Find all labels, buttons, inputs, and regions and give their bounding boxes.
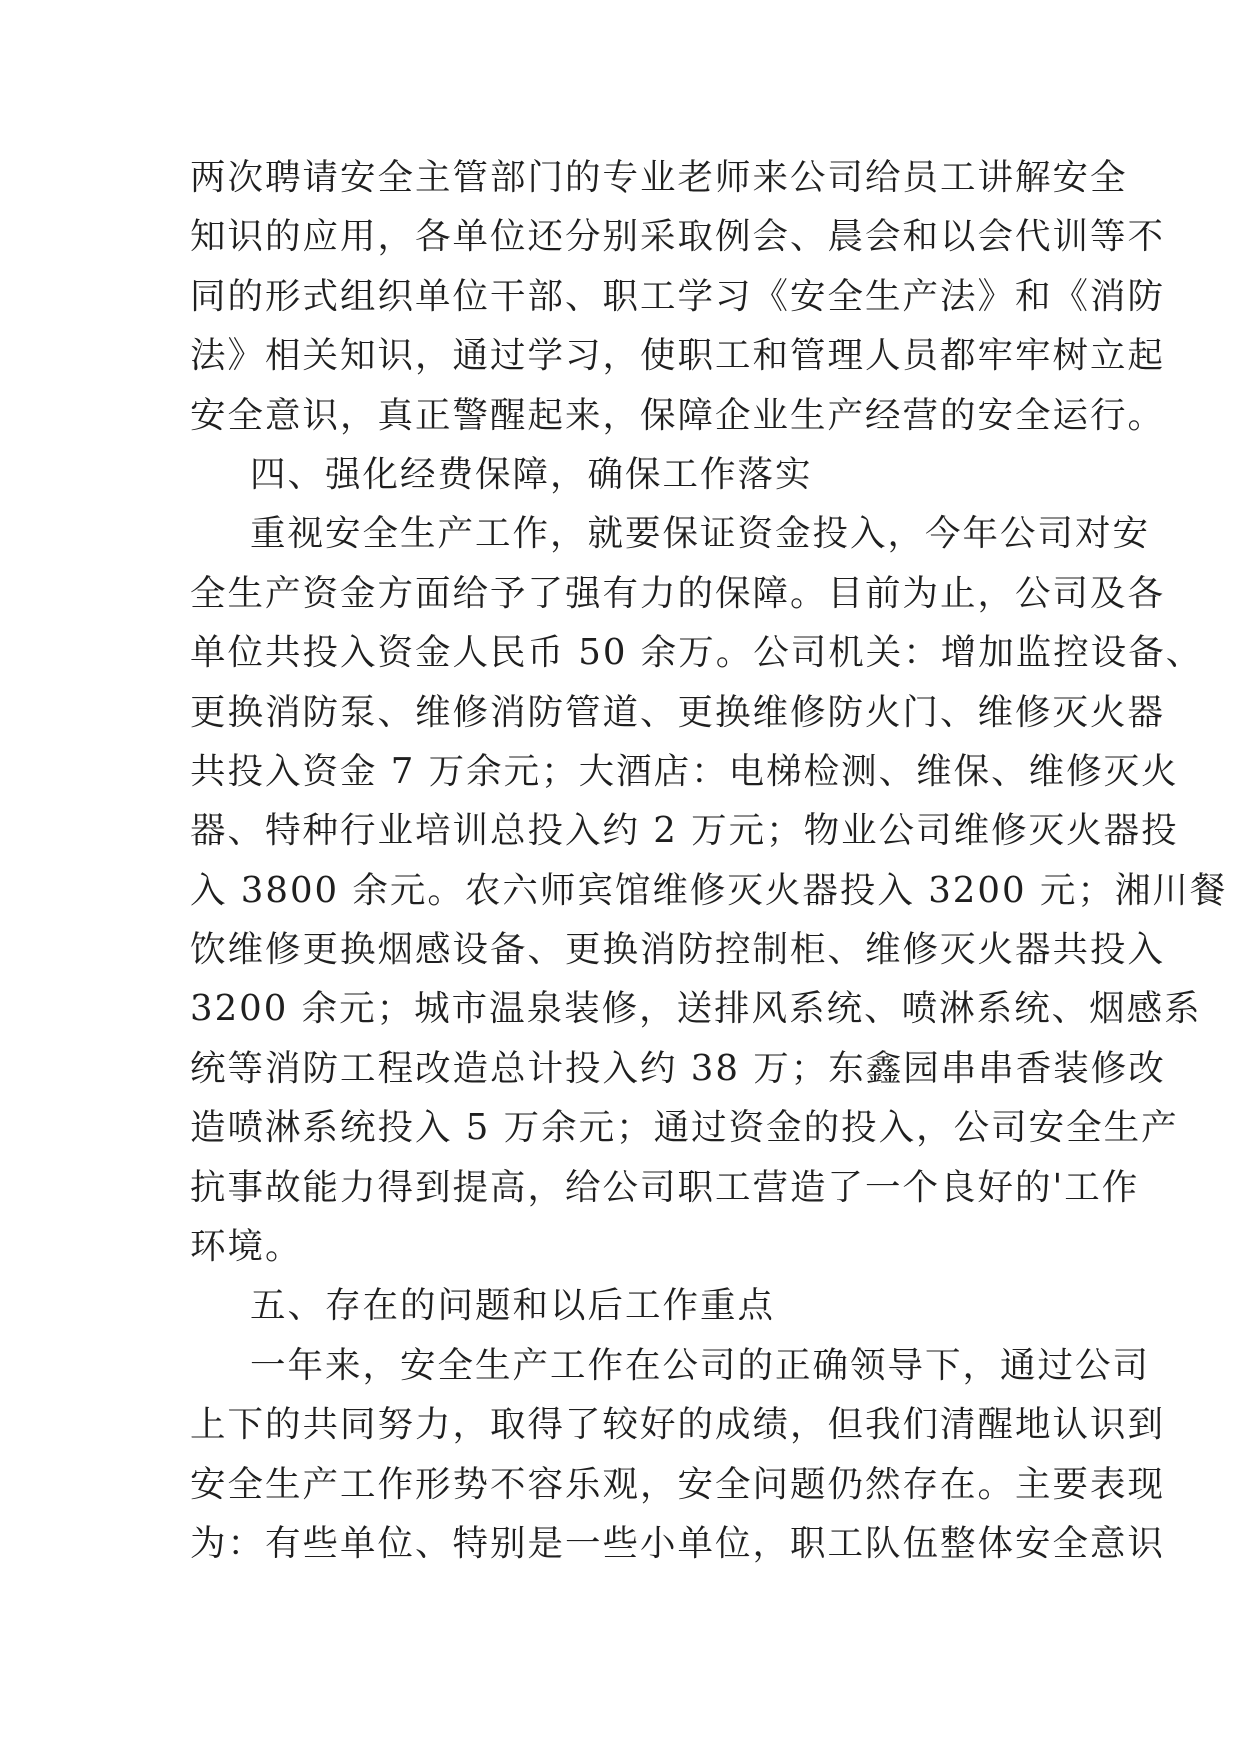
document-body [190,148,1228,1573]
paragraph-line: 器、特种行业培训总投入约 2 万元；物业公司维修灭火器投 [190,810,1179,852]
paragraph-line: 全生产资金方面给予了强有力的保障。目前为止，公司及各 [190,572,1166,614]
paragraph-line: 同的形式组织单位干部、职工学习《安全生产法》和《消防 [190,275,1166,317]
paragraph-line: 抗事故能力得到提高，给公司职工营造了一个良好的'工作 [190,1166,1140,1208]
paragraph-line: 共投入资金 7 万余元；大酒店：电梯检测、维保、维修灭火 [190,750,1179,792]
section-heading: 五、存在的问题和以后工作重点 [250,1285,776,1327]
paragraph-line: 造喷淋系统投入 5 万余元；通过资金的投入，公司安全生产 [190,1107,1179,1149]
paragraph-line: 为：有些单位、特别是一些小单位，职工队伍整体安全意识 [190,1522,1166,1564]
paragraph-line: 更换消防泵、维修消防管道、更换维修防火门、维修灭火器 [190,691,1166,733]
paragraph-line: 两次聘请安全主管部门的专业老师来公司给员工讲解安全 [190,157,1128,198]
paragraph-line: 知识的应用，各单位还分别采取例会、晨会和以会代训等不 [190,216,1166,258]
paragraph-line: 环境。 [190,1226,303,1268]
paragraph-line: 上下的共同努力，取得了较好的成绩，但我们清醒地认识到 [190,1404,1166,1446]
paragraph-line: 3200 余元；城市温泉装修，送排风系统、喷淋系统、烟感系 [190,988,1202,1030]
paragraph-line: 安全意识，真正警醒起来，保障企业生产经营的安全运行。 [190,394,1166,436]
paragraph-line: 安全生产工作形势不容乐观，安全问题仍然存在。主要表现 [190,1463,1166,1505]
paragraph-line: 一年来，安全生产工作在公司的正确领导下，通过公司 [250,1344,1151,1386]
paragraph-line: 饮维修更换烟感设备、更换消防控制柜、维修灭火器共投入 [190,929,1166,971]
paragraph-line: 统等消防工程改造总计投入约 38 万；东鑫园串串香装修改 [190,1047,1166,1089]
paragraph-line: 入 3800 余元。农六师宾馆维修灭火器投入 3200 元；湘川餐 [190,869,1228,911]
section-heading: 四、强化经费保障，确保工作落实 [250,453,813,495]
paragraph-line: 单位共投入资金人民币 50 余万。公司机关：增加监控设备、 [190,632,1204,674]
paragraph-line: 重视安全生产工作，就要保证资金投入，今年公司对安 [250,513,1151,555]
paragraph-line: 法》相关知识，通过学习，使职工和管理人员都牢牢树立起 [190,335,1166,377]
